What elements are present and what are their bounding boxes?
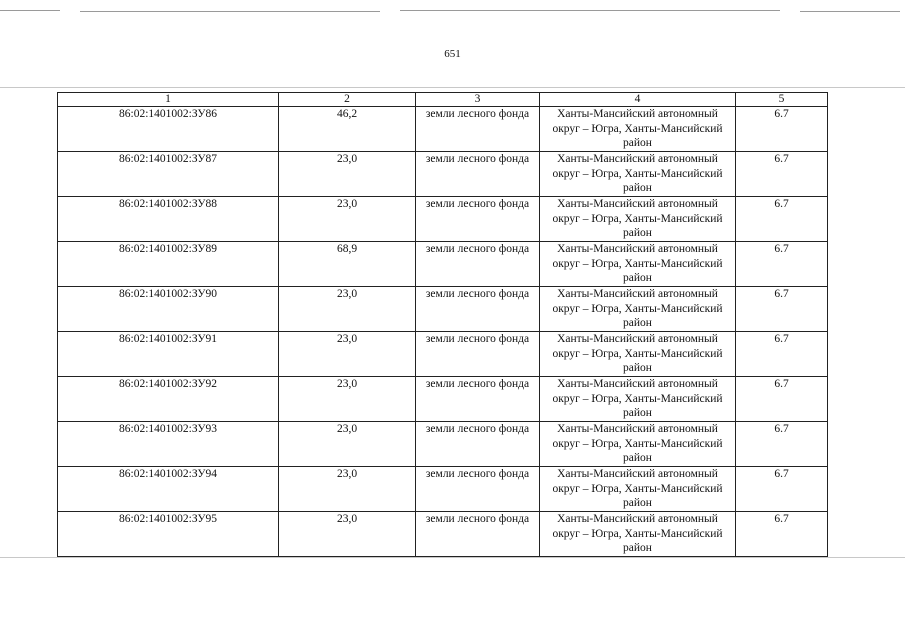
- area-cell: 23,0: [279, 467, 416, 512]
- code-cell: 6.7: [736, 467, 828, 512]
- land-category-cell: земли лесного фонда: [416, 512, 540, 557]
- code-cell: 6.7: [736, 512, 828, 557]
- code-cell: 6.7: [736, 287, 828, 332]
- location-cell: Ханты-Мансийский автономный округ – Югра, Ханты-Мансийский район: [540, 197, 736, 242]
- table-row: [58, 242, 828, 287]
- header-col-5: 5: [736, 93, 828, 107]
- code-cell: 6.7: [736, 422, 828, 467]
- location-cell: Ханты-Мансийский автономный округ – Югра, Ханты-Мансийский район: [540, 242, 736, 287]
- table-row: [58, 422, 828, 467]
- land-category-cell: земли лесного фонда: [416, 422, 540, 467]
- table-header: [58, 93, 828, 107]
- location-cell: Ханты-Мансийский автономный округ – Югра, Ханты-Мансийский район: [540, 332, 736, 377]
- location-cell: Ханты-Мансийский автономный округ – Югра, Ханты-Мансийский район: [540, 512, 736, 557]
- table-body: [58, 107, 828, 557]
- cadastral-number-cell: 86:02:1401002:ЗУ92: [58, 377, 279, 422]
- land-category-cell: земли лесного фонда: [416, 467, 540, 512]
- table-row: [58, 107, 828, 152]
- table-row: [58, 287, 828, 332]
- scan-edge-line-bottom: [0, 557, 905, 558]
- location-cell: Ханты-Мансийский автономный округ – Югра, Ханты-Мансийский район: [540, 467, 736, 512]
- location-cell: Ханты-Мансийский автономный округ – Югра, Ханты-Мансийский район: [540, 422, 736, 467]
- header-row: [58, 93, 828, 107]
- table-row: [58, 512, 828, 557]
- cadastral-number-cell: 86:02:1401002:ЗУ94: [58, 467, 279, 512]
- area-cell: 23,0: [279, 512, 416, 557]
- code-cell: 6.7: [736, 197, 828, 242]
- location-cell: Ханты-Мансийский автономный округ – Югра, Ханты-Мансийский район: [540, 377, 736, 422]
- area-cell: 23,0: [279, 377, 416, 422]
- cadastral-number-cell: 86:02:1401002:ЗУ91: [58, 332, 279, 377]
- code-cell: 6.7: [736, 152, 828, 197]
- header-col-3: 3: [416, 93, 540, 107]
- location-cell: Ханты-Мансийский автономный округ – Югра, Ханты-Мансийский район: [540, 287, 736, 332]
- area-cell: 68,9: [279, 242, 416, 287]
- cadastral-number-cell: 86:02:1401002:ЗУ89: [58, 242, 279, 287]
- scan-artifact-top-edge: [0, 10, 905, 14]
- area-cell: 46,2: [279, 107, 416, 152]
- table-row: [58, 197, 828, 242]
- area-cell: 23,0: [279, 197, 416, 242]
- code-cell: 6.7: [736, 107, 828, 152]
- area-cell: 23,0: [279, 422, 416, 467]
- code-cell: 6.7: [736, 377, 828, 422]
- area-cell: 23,0: [279, 332, 416, 377]
- area-cell: 23,0: [279, 152, 416, 197]
- code-cell: 6.7: [736, 332, 828, 377]
- table-row: [58, 152, 828, 197]
- page-number: 651: [444, 48, 461, 60]
- header-col-2: 2: [279, 93, 416, 107]
- table-row: [58, 332, 828, 377]
- table-row: [58, 377, 828, 422]
- cadastral-number-cell: 86:02:1401002:ЗУ87: [58, 152, 279, 197]
- cadastral-number-cell: 86:02:1401002:ЗУ90: [58, 287, 279, 332]
- land-category-cell: земли лесного фонда: [416, 332, 540, 377]
- table-row: [58, 467, 828, 512]
- cadastral-number-cell: 86:02:1401002:ЗУ93: [58, 422, 279, 467]
- land-category-cell: земли лесного фонда: [416, 107, 540, 152]
- land-category-cell: земли лесного фонда: [416, 287, 540, 332]
- cadastral-number-cell: 86:02:1401002:ЗУ95: [58, 512, 279, 557]
- area-cell: 23,0: [279, 287, 416, 332]
- cadastral-number-cell: 86:02:1401002:ЗУ88: [58, 197, 279, 242]
- scan-edge-line-top: [0, 87, 905, 88]
- land-category-cell: земли лесного фонда: [416, 152, 540, 197]
- land-category-cell: земли лесного фонда: [416, 377, 540, 422]
- code-cell: 6.7: [736, 242, 828, 287]
- header-col-1: 1: [58, 93, 279, 107]
- land-plots-table: [57, 92, 828, 557]
- location-cell: Ханты-Мансийский автономный округ – Югра, Ханты-Мансийский район: [540, 107, 736, 152]
- land-category-cell: земли лесного фонда: [416, 242, 540, 287]
- cadastral-number-cell: 86:02:1401002:ЗУ86: [58, 107, 279, 152]
- land-category-cell: земли лесного фонда: [416, 197, 540, 242]
- location-cell: Ханты-Мансийский автономный округ – Югра, Ханты-Мансийский район: [540, 152, 736, 197]
- header-col-4: 4: [540, 93, 736, 107]
